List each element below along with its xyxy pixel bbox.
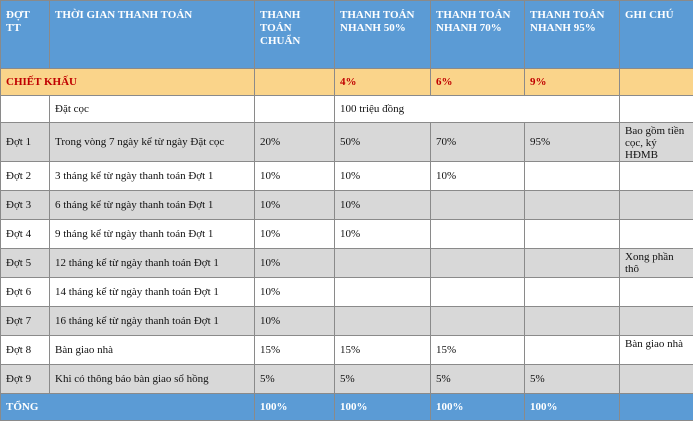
stage-cell: Đợt 3 [1, 191, 50, 220]
discount-row [1, 69, 693, 96]
table-row [1, 162, 693, 191]
time-cell: 16 tháng kể từ ngày thanh toán Đợt 1 [50, 307, 255, 336]
standard-cell: 10% [255, 278, 335, 307]
fast-95-cell [525, 191, 620, 220]
fast-70-cell [431, 307, 525, 336]
fast-50-cell [335, 307, 431, 336]
fast-70-cell: 70% [431, 123, 525, 162]
note-cell [620, 365, 693, 394]
fast-95-cell [525, 249, 620, 278]
header-row [1, 1, 693, 69]
fast-70-cell [431, 220, 525, 249]
note-cell [620, 191, 693, 220]
total-fast-50: 100% [335, 394, 431, 421]
note-cell: Bàn giao nhà [620, 336, 693, 365]
fast-70-cell [431, 249, 525, 278]
fast-95-cell: 5% [525, 365, 620, 394]
table-row [1, 336, 693, 365]
stage-cell: Đợt 1 [1, 123, 50, 162]
fast-95-cell [525, 336, 620, 365]
note-cell [620, 278, 693, 307]
standard-cell: 10% [255, 307, 335, 336]
standard-cell: 10% [255, 220, 335, 249]
header-note: GHI CHÚ [620, 1, 693, 69]
time-cell: 3 tháng kể từ ngày thanh toán Đợt 1 [50, 162, 255, 191]
fast-95-cell [525, 162, 620, 191]
fast-95-cell [525, 307, 620, 336]
stage-cell [1, 96, 50, 123]
discount-note [620, 69, 693, 96]
time-cell: 6 tháng kể từ ngày thanh toán Đợt 1 [50, 191, 255, 220]
fast-50-cell: 5% [335, 365, 431, 394]
discount-standard [255, 69, 335, 96]
fast-70-cell [431, 191, 525, 220]
fast-50-cell [335, 249, 431, 278]
fast-70-cell [431, 278, 525, 307]
note-cell [620, 307, 693, 336]
note-cell [620, 96, 693, 123]
time-cell: Bàn giao nhà [50, 336, 255, 365]
fast-70-cell: 15% [431, 336, 525, 365]
stage-cell: Đợt 7 [1, 307, 50, 336]
header-stage: ĐỢT TT [1, 1, 50, 69]
standard-cell: 10% [255, 249, 335, 278]
stage-cell: Đợt 6 [1, 278, 50, 307]
stage-cell: Đợt 4 [1, 220, 50, 249]
stage-cell: Đợt 2 [1, 162, 50, 191]
header-fast-50: THANH TOÁN NHANH 50% [335, 1, 431, 69]
fast-50-cell [335, 278, 431, 307]
deposit-amount-cell: 100 triệu đồng [335, 96, 620, 123]
standard-cell: 5% [255, 365, 335, 394]
table-row [1, 365, 693, 394]
total-fast-95: 100% [525, 394, 620, 421]
fast-50-cell: 15% [335, 336, 431, 365]
note-cell: Xong phần thô [620, 249, 693, 278]
standard-cell: 20% [255, 123, 335, 162]
stage-cell: Đợt 9 [1, 365, 50, 394]
header-fast-70: THANH TOÁN NHANH 70% [431, 1, 525, 69]
time-cell: Đặt cọc [50, 96, 255, 123]
table-row [1, 278, 693, 307]
total-fast-70: 100% [431, 394, 525, 421]
fast-70-cell: 10% [431, 162, 525, 191]
fast-50-cell: 10% [335, 220, 431, 249]
table-row [1, 96, 693, 123]
stage-cell: Đợt 8 [1, 336, 50, 365]
table-row [1, 249, 693, 278]
note-cell [620, 220, 693, 249]
table-row [1, 220, 693, 249]
standard-cell: 15% [255, 336, 335, 365]
standard-cell [255, 96, 335, 123]
fast-50-cell: 10% [335, 162, 431, 191]
discount-label: CHIẾT KHẤU [1, 69, 255, 96]
note-cell: Bao gồm tiền cọc, ký HĐMB [620, 123, 693, 162]
total-label: TỔNG [1, 394, 255, 421]
time-cell: 12 tháng kể từ ngày thanh toán Đợt 1 [50, 249, 255, 278]
note-cell [620, 162, 693, 191]
total-note [620, 394, 693, 421]
fast-95-cell [525, 220, 620, 249]
header-time: THỜI GIAN THANH TOÁN [50, 1, 255, 69]
stage-cell: Đợt 5 [1, 249, 50, 278]
time-cell: Khi có thông báo bàn giao sổ hồng [50, 365, 255, 394]
time-cell: 9 tháng kể từ ngày thanh toán Đợt 1 [50, 220, 255, 249]
discount-fast-70: 6% [431, 69, 525, 96]
table-row [1, 123, 693, 162]
fast-95-cell [525, 278, 620, 307]
table-row [1, 191, 693, 220]
fast-50-cell: 50% [335, 123, 431, 162]
standard-cell: 10% [255, 191, 335, 220]
total-standard: 100% [255, 394, 335, 421]
header-fast-95: THANH TOÁN NHANH 95% [525, 1, 620, 69]
total-row [1, 394, 693, 421]
discount-fast-95: 9% [525, 69, 620, 96]
time-cell: Trong vòng 7 ngày kể từ ngày Đặt cọc [50, 123, 255, 162]
discount-fast-50: 4% [335, 69, 431, 96]
time-cell: 14 tháng kể từ ngày thanh toán Đợt 1 [50, 278, 255, 307]
table-row [1, 307, 693, 336]
header-standard: THANH TOÁN CHUẨN [255, 1, 335, 69]
fast-50-cell: 10% [335, 191, 431, 220]
fast-70-cell: 5% [431, 365, 525, 394]
standard-cell: 10% [255, 162, 335, 191]
fast-95-cell: 95% [525, 123, 620, 162]
